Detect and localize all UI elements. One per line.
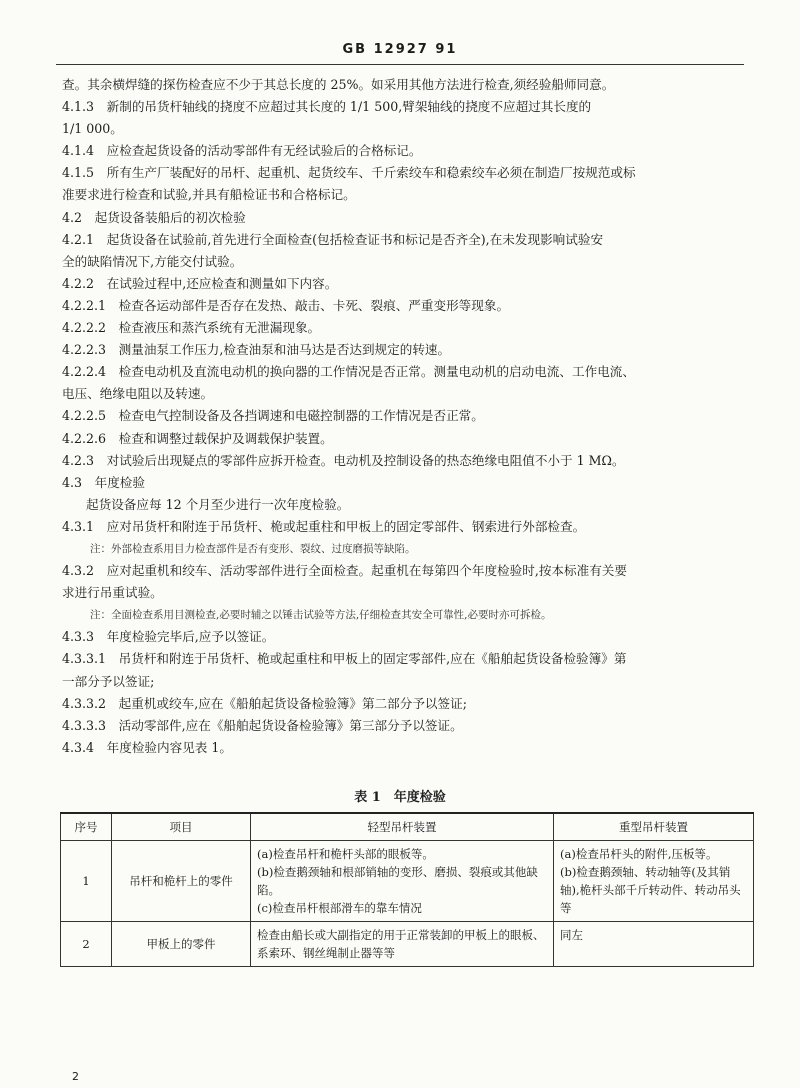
- table-title: 表 1 年度检验: [354, 790, 446, 805]
- paragraph: 4.2.2 在试验过程中,还应检查和测量如下内容。: [62, 275, 338, 291]
- paragraph: 4.3.2 应对起重机和绞车、活动零部件进行全面检查。起重机在每第四个年度检验时,按本标准有关要: [62, 563, 627, 579]
- heavy-line: (b)检查鹅颈轴、转动轴等(及其销轴),桅杆头部千斤转动件、转动吊头等: [560, 865, 741, 915]
- section-heading: 4.3 年度检验: [62, 474, 145, 490]
- paragraph: 电压、绝缘电阻以及转速。: [62, 386, 214, 402]
- row-light: [251, 922, 554, 967]
- paragraph: 求进行吊重试验。: [62, 585, 163, 601]
- paragraph: 4.3.1 应对吊货杆和附连于吊货杆、桅或起重柱和甲板上的固定零部件、钢索进行外部检查。: [62, 518, 586, 534]
- note: 注：外部检查系用目力检查部件是否有变形、裂纹、过度磨损等缺陷。: [90, 542, 416, 555]
- table-row: [61, 922, 754, 967]
- header-cell-heavy: 重型吊杆装置: [554, 813, 754, 841]
- light-line: (a)检查吊杆和桅杆头部的眼板等。: [257, 847, 434, 861]
- light-line: (b)检查鹅颈轴和根部销轴的变形、磨损、裂痕或其他缺陷。: [257, 865, 538, 897]
- paragraph: 查。其余横焊缝的探伤检查应不少于其总长度的 25%。如采用其他方法进行检查,须经验船师同意。: [62, 77, 615, 92]
- paragraph: 4.2.3 对试验后出现疑点的零部件应拆开检查。电动机及控制设备的热态绝缘电阻值不小于 1 MΩ。: [62, 452, 625, 468]
- paragraph: 4.1.3 新制的吊货杆轴线的挠度不应超过其长度的 1/1 500,臂架轴线的挠度不应超过其长度的: [62, 99, 592, 115]
- row-heavy: [554, 922, 754, 967]
- paragraph: 4.3.3.1 吊货杆和附连于吊货杆、桅或起重柱和甲板上的固定零部件,应在《船舶起货设备检验簿》第: [62, 651, 627, 667]
- heavy-line: (a)检查吊杆头的附件,压板等。: [560, 847, 718, 861]
- paragraph: 4.3.3.3 活动零部件,应在《船舶起货设备检验簿》第三部分予以签证。: [62, 717, 463, 733]
- paragraph: 4.2.2.4 检查电动机及直流电动机的换向器的工作情况是否正常。测量电动机的启动电流、工作电流、: [62, 364, 635, 380]
- paragraph: 4.1.5 所有生产厂装配好的吊杆、起重机、起货绞车、千斤索绞车和稳索绞车必须在制造厂按规范或标: [62, 165, 636, 181]
- header-rule: [56, 64, 744, 65]
- row-item: 甲板上的零件: [112, 922, 251, 967]
- heavy-line: 同左: [560, 928, 583, 942]
- paragraph: 4.1.4 应检查起货设备的活动零部件有无经试验后的合格标记。: [62, 143, 422, 159]
- page-number: 2: [72, 1070, 79, 1083]
- table-row: [61, 841, 754, 922]
- paragraph: 4.2.2.6 检查和调整过载保护及调载保护装置。: [62, 430, 333, 446]
- header-cell-item: 项目: [112, 813, 251, 841]
- note: 注：全面检查系用目测检查,必要时辅之以锤击试验等方法,仔细检查其安全可靠性,必要时亦可拆检。: [90, 609, 552, 622]
- paragraph: 准要求进行检查和试验,并具有船检证书和合格标记。: [62, 187, 356, 203]
- header-cell-number: 序号: [61, 813, 112, 841]
- light-line: (c)检查吊杆根部滑车的靠车情况: [257, 901, 422, 915]
- paragraph: 4.3.3 年度检验完毕后,应予以签证。: [62, 629, 275, 645]
- paragraph: 4.2.2.3 测量油泵工作压力,检查油泵和油马达是否达到规定的转速。: [62, 342, 451, 358]
- paragraph: 全的缺陷情况下,方能交付试验。: [62, 253, 243, 269]
- paragraph: 4.2.2.2 检查液压和蒸汽系统有无泄漏现象。: [62, 320, 321, 336]
- document-body: [62, 74, 752, 759]
- paragraph: 4.2.1 起货设备在试验前,首先进行全面检查(包括检查证书和标记是否齐全),在未发现影响试验安: [62, 231, 604, 247]
- paragraph: 起货设备应每 12 个月至少进行一次年度检验。: [86, 496, 350, 512]
- paragraph: 一部分予以签证;: [62, 673, 155, 689]
- light-line: 检查由船长或大副指定的用于正常装卸的甲板上的眼板、系索环、钢丝绳制止器等等: [257, 928, 545, 960]
- header-cell-light: 轻型吊杆装置: [251, 813, 554, 841]
- row-heavy: [554, 841, 754, 922]
- paragraph: 4.2.2.5 检查电气控制设备及各挡调速和电磁控制器的工作情况是否正常。: [62, 408, 484, 424]
- row-number: 2: [61, 922, 112, 967]
- table-header-row: [61, 813, 754, 841]
- row-light: [251, 841, 554, 922]
- row-number: 1: [61, 841, 112, 922]
- standard-number-header: GB 12927 91: [342, 42, 458, 57]
- annual-inspection-table: [60, 812, 754, 967]
- row-item: 吊杆和桅杆上的零件: [112, 841, 251, 922]
- paragraph: 4.2.2.1 检查各运动部件是否存在发热、敲击、卡死、裂痕、严重变形等现象。: [62, 297, 510, 313]
- section-heading: 4.2 起货设备装船后的初次检验: [62, 209, 246, 225]
- paragraph: 4.3.4 年度检验内容见表 1。: [62, 739, 232, 755]
- paragraph: 4.3.3.2 起重机或绞车,应在《船舶起货设备检验簿》第二部分予以签证;: [62, 695, 467, 711]
- paragraph: 1/1 000。: [62, 121, 123, 137]
